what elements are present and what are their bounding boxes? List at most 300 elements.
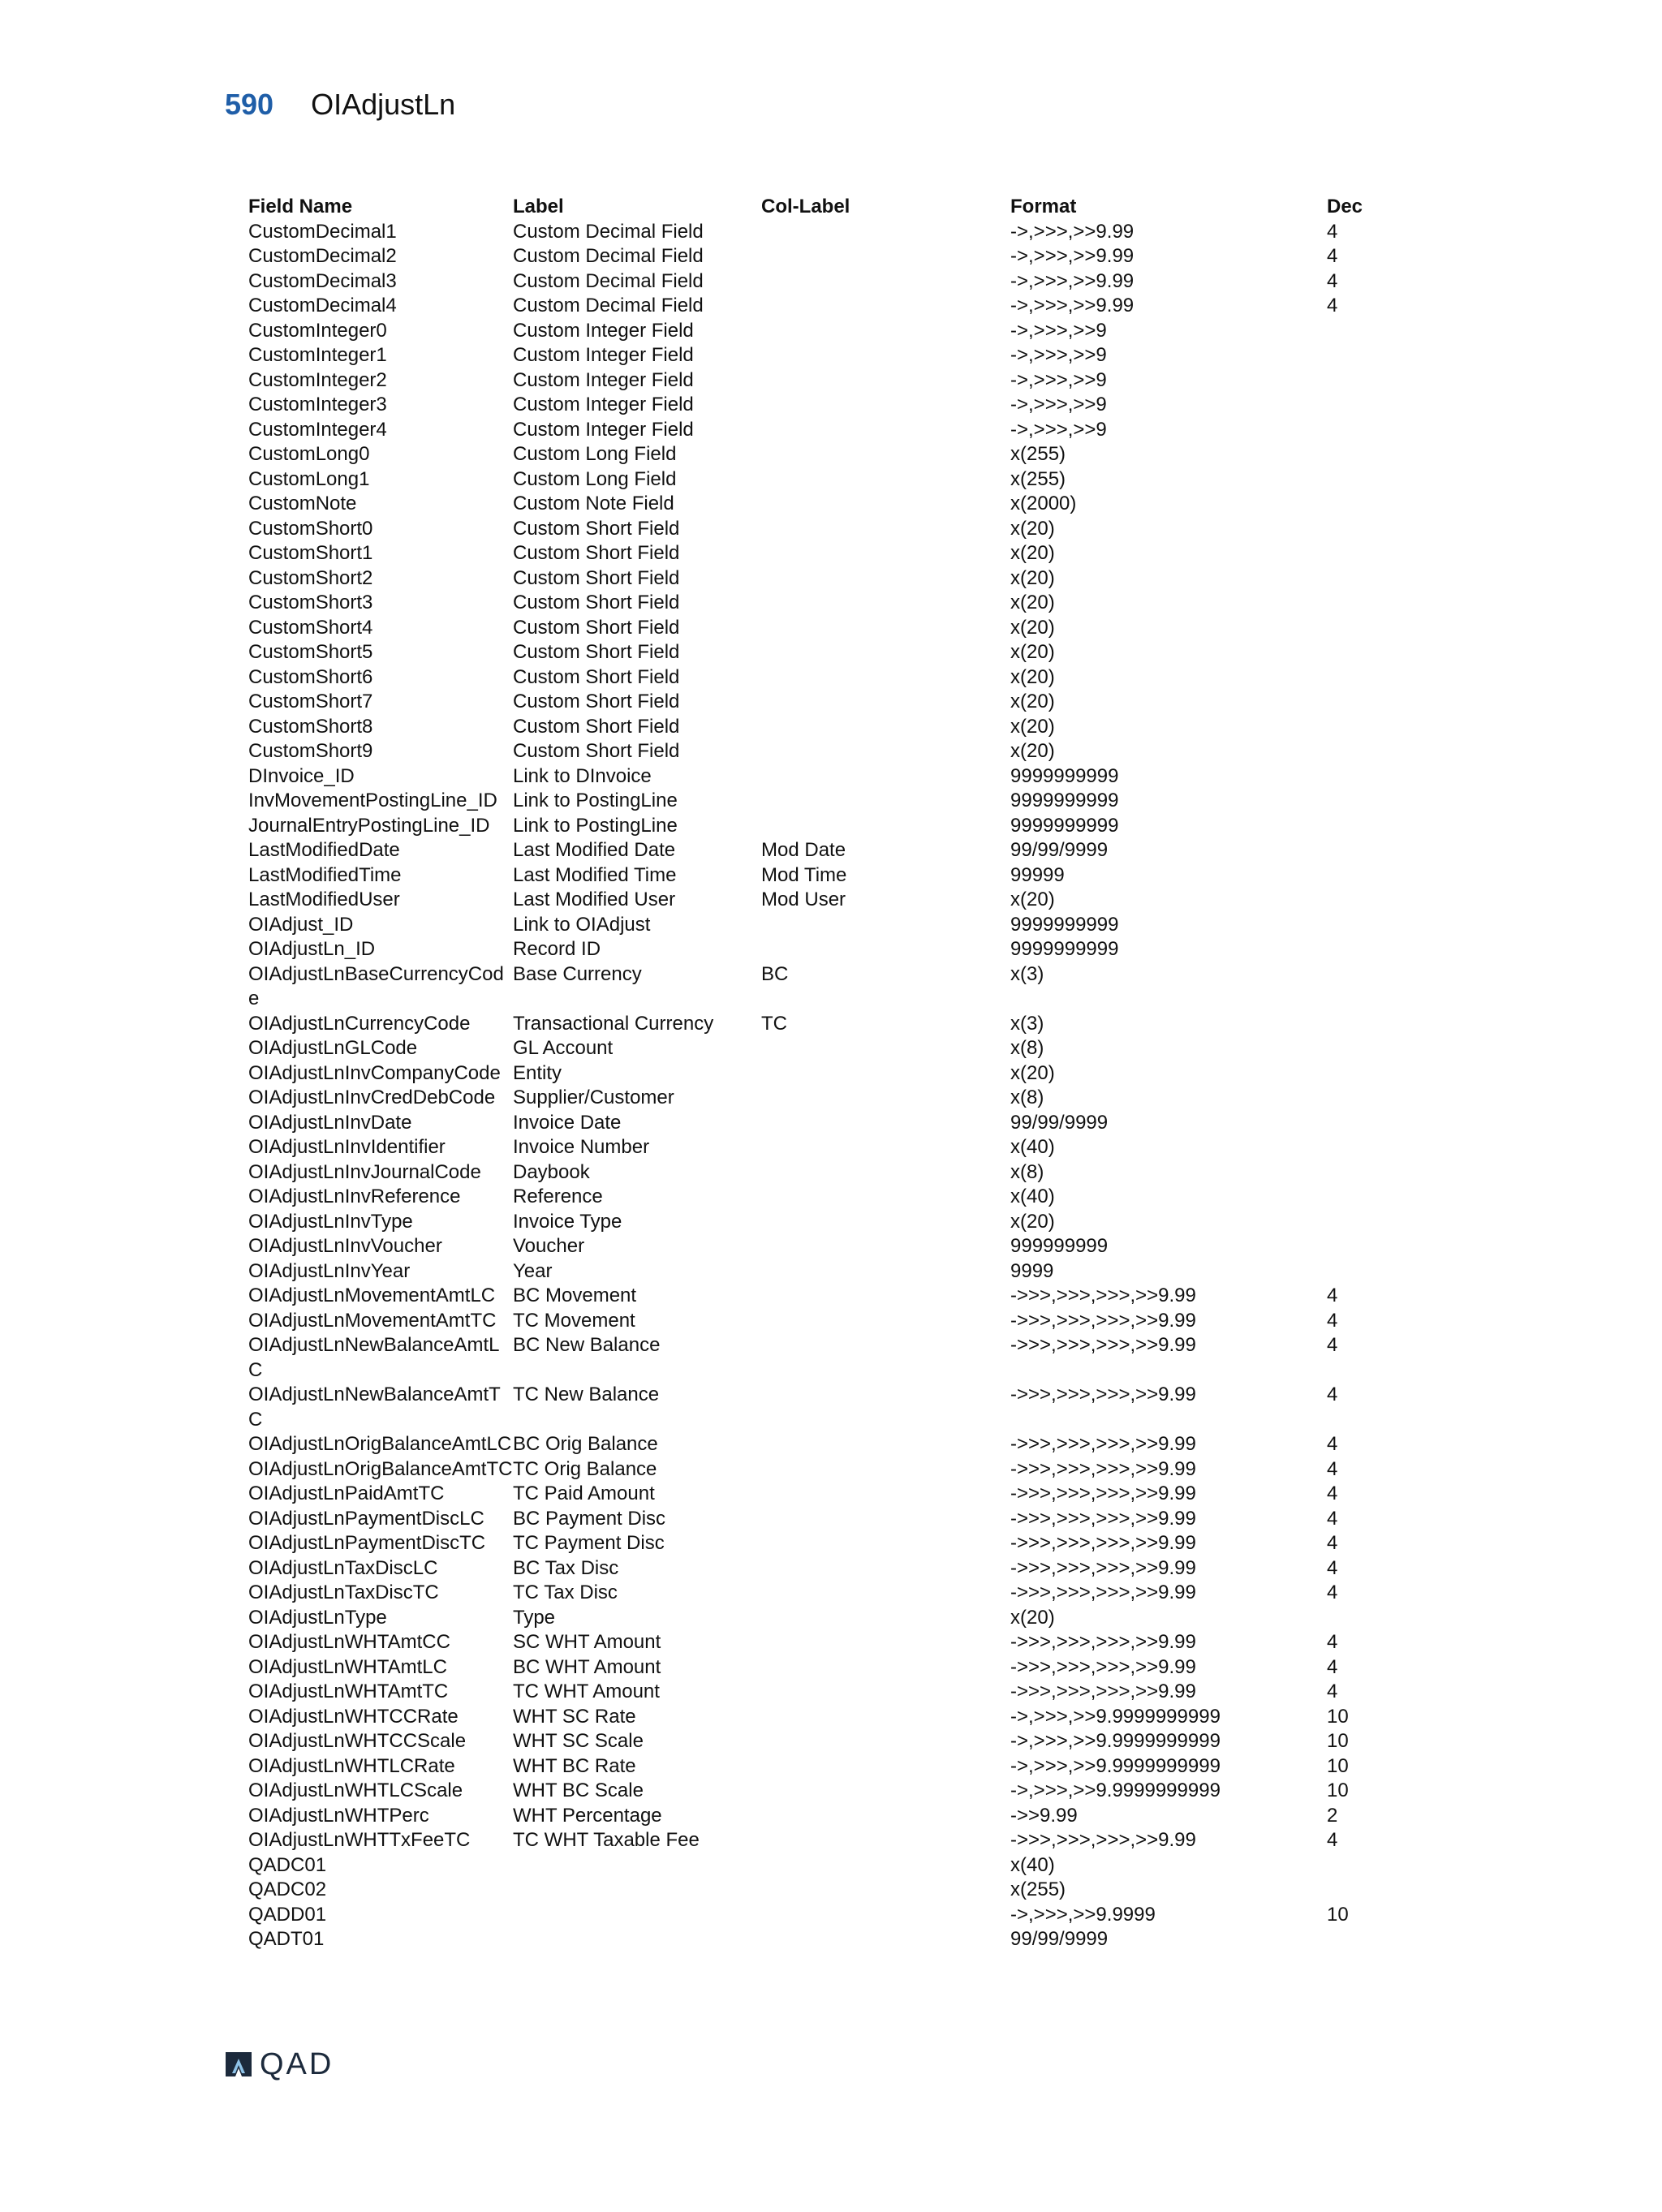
cell-label: SC WHT Amount <box>513 1631 661 1653</box>
cell-field-name: OIAdjustLnOrigBalanceAmtTC <box>248 1457 513 1480</box>
table-row <box>248 1086 1425 1111</box>
cell-format: ->>>,>>>,>>>,>>9.99 <box>1010 1433 1196 1455</box>
cell-field-name: CustomShort2 <box>248 566 373 589</box>
cell-dec: 4 <box>1327 1582 1338 1603</box>
cell-format: x(40) <box>1010 1186 1055 1207</box>
cell-label: TC Movement <box>513 1309 635 1332</box>
table-row <box>248 517 1425 542</box>
cell-label: Custom Short Field <box>513 715 680 738</box>
cell-format: x(20) <box>1010 715 1055 738</box>
cell-col-label <box>761 541 1010 566</box>
table-row <box>248 418 1425 443</box>
cell-label: Last Modified User <box>513 889 676 910</box>
cell-field-name: OIAdjustLnInvCredDebCode <box>248 1087 496 1108</box>
cell-field-name: OIAdjustLnPaidAmtTC <box>248 1483 445 1504</box>
cell-field-name: QADT01 <box>248 1928 325 1950</box>
table-row <box>248 294 1425 319</box>
cell-label: TC WHT Taxable Fee <box>513 1829 700 1851</box>
cell-format: x(40) <box>1010 1136 1055 1158</box>
cell-format: ->>>,>>>,>>>,>>9.99 <box>1010 1334 1196 1356</box>
cell-format: ->>>,>>>,>>>,>>9.99 <box>1010 1483 1196 1504</box>
cell-dec <box>1327 541 1425 566</box>
cell-format: 9999999999 <box>1010 938 1119 960</box>
cell-col-label <box>761 1754 1010 1779</box>
cell-col-label <box>761 517 1010 542</box>
cell-col-label <box>761 343 1010 368</box>
cell-label: Last Modified Time <box>513 863 677 886</box>
table-row <box>248 1383 1425 1432</box>
cell-field-name: OIAdjustLnBaseCurrencyCode <box>248 962 504 1009</box>
cell-field-name: OIAdjustLnInvVoucher <box>248 1235 442 1257</box>
cell-dec <box>1327 913 1425 938</box>
cell-dec <box>1327 1012 1425 1037</box>
cell-dec: 4 <box>1327 295 1338 316</box>
cell-dec: 4 <box>1327 1532 1338 1554</box>
cell-dec <box>1327 1878 1425 1903</box>
table-row <box>248 838 1425 863</box>
cell-format: ->>>,>>>,>>>,>>9.99 <box>1010 1384 1196 1405</box>
cell-label: Voucher <box>513 1235 585 1257</box>
cell-field-name: CustomShort8 <box>248 715 373 738</box>
cell-format: ->>>,>>>,>>>,>>9.99 <box>1010 1582 1196 1603</box>
cell-dec: 4 <box>1327 1655 1338 1678</box>
cell-format: x(20) <box>1010 889 1055 910</box>
table-row <box>248 1160 1425 1186</box>
table-row <box>248 1927 1425 1952</box>
cell-format: x(20) <box>1010 1606 1055 1629</box>
cell-format: 999999999 <box>1010 1235 1109 1257</box>
cell-format: x(20) <box>1010 592 1055 613</box>
cell-field-name: CustomShort1 <box>248 542 373 564</box>
cell-format: ->>>,>>>,>>>,>>9.99 <box>1010 1655 1196 1678</box>
cell-col-label <box>761 715 1010 740</box>
table-row <box>248 715 1425 740</box>
cell-col-label <box>761 269 1010 295</box>
cell-col-label <box>761 764 1010 790</box>
cell-label: Link to PostingLine <box>513 790 678 811</box>
column-header-col-label: Col-Label <box>761 196 850 217</box>
table-row <box>248 888 1425 913</box>
cell-field-name: OIAdjustLnOrigBalanceAmtLC <box>248 1433 512 1455</box>
cell-label: BC New Balance <box>513 1334 661 1356</box>
table-row <box>248 814 1425 839</box>
cell-field-name: CustomShort5 <box>248 641 373 663</box>
table-row <box>248 1754 1425 1779</box>
table-row <box>248 1185 1425 1210</box>
cell-label: Custom Integer Field <box>513 344 694 366</box>
cell-col-label <box>761 1432 1010 1457</box>
cell-dec: 4 <box>1327 245 1338 267</box>
cell-format: x(8) <box>1010 1037 1044 1059</box>
cell-label: Custom Short Field <box>513 542 680 564</box>
cell-format: x(20) <box>1010 740 1055 762</box>
cell-col-label <box>761 1927 1010 1952</box>
cell-dec: 4 <box>1327 1631 1338 1653</box>
cell-dec <box>1327 1185 1425 1210</box>
cell-col-label <box>761 566 1010 592</box>
cell-dec <box>1327 764 1425 790</box>
cell-col-label: Mod User <box>761 889 846 910</box>
qad-logo <box>222 2048 334 2081</box>
cell-format: 99/99/9999 <box>1010 1111 1109 1134</box>
table-row <box>248 368 1425 394</box>
table-row <box>248 1210 1425 1235</box>
table-row <box>248 269 1425 295</box>
table-row <box>248 962 1425 1012</box>
table-row <box>248 442 1425 467</box>
cell-col-label <box>761 319 1010 344</box>
cell-format: ->>>,>>>,>>>,>>9.99 <box>1010 1631 1196 1653</box>
cell-format: x(20) <box>1010 517 1055 540</box>
cell-col-label <box>761 294 1010 319</box>
cell-dec <box>1327 1259 1425 1285</box>
cell-format: ->,>>>,>>9 <box>1010 319 1107 342</box>
cell-field-name: QADC02 <box>248 1878 327 1900</box>
cell-label: Custom Long Field <box>513 467 677 490</box>
cell-col-label <box>761 467 1010 493</box>
cell-label: Custom Decimal Field <box>513 269 704 292</box>
cell-format: ->,>>>,>>9 <box>1010 394 1107 415</box>
cell-format: x(255) <box>1010 1878 1066 1900</box>
cell-dec <box>1327 640 1425 665</box>
cell-label: Supplier/Customer <box>513 1087 674 1108</box>
cell-label: WHT BC Scale <box>513 1779 644 1801</box>
cell-field-name: OIAdjustLnWHTAmtCC <box>248 1631 450 1653</box>
cell-col-label <box>761 1680 1010 1705</box>
cell-dec: 4 <box>1327 269 1338 292</box>
cell-format: x(20) <box>1010 542 1055 564</box>
table-row <box>248 1556 1425 1582</box>
cell-format: x(3) <box>1010 962 1044 985</box>
cell-field-name: CustomInteger2 <box>248 368 387 391</box>
cell-col-label: Mod Date <box>761 839 846 861</box>
cell-field-name: LastModifiedDate <box>248 839 400 861</box>
table-row <box>248 1655 1425 1681</box>
cell-label: TC Orig Balance <box>513 1457 657 1480</box>
cell-field-name: OIAdjustLnWHTCCScale <box>248 1730 467 1752</box>
cell-dec: 10 <box>1327 1779 1349 1801</box>
table-row <box>248 1630 1425 1655</box>
cell-field-name: OIAdjustLnCurrencyCode <box>248 1012 471 1035</box>
cell-field-name: CustomInteger1 <box>248 344 387 366</box>
cell-dec: 10 <box>1327 1903 1349 1926</box>
cell-field-name: InvMovementPostingLine_ID <box>248 790 497 811</box>
cell-format: ->,>>>,>>9 <box>1010 368 1107 391</box>
cell-field-name: CustomLong0 <box>248 443 370 465</box>
cell-format: ->>>,>>>,>>>,>>9.99 <box>1010 1457 1196 1480</box>
table-row <box>248 1457 1425 1483</box>
cell-field-name: OIAdjustLnInvYear <box>248 1259 411 1282</box>
cell-dec <box>1327 962 1425 1012</box>
cell-label: Year <box>513 1259 553 1282</box>
cell-label: Invoice Number <box>513 1136 650 1158</box>
table-row <box>248 319 1425 344</box>
cell-dec <box>1327 690 1425 715</box>
cell-dec <box>1327 1234 1425 1259</box>
cell-format: ->,>>>,>>9.9999999999 <box>1010 1779 1221 1801</box>
cell-field-name: CustomShort9 <box>248 740 373 762</box>
cell-label: BC Tax Disc <box>513 1556 619 1579</box>
table-row <box>248 1507 1425 1532</box>
cell-format: 99999 <box>1010 863 1065 886</box>
cell-label: Transactional Currency <box>513 1012 714 1035</box>
table-row <box>248 244 1425 269</box>
cell-field-name: CustomShort6 <box>248 665 373 688</box>
cell-dec <box>1327 1111 1425 1136</box>
table-row <box>248 1606 1425 1631</box>
table-row <box>248 1680 1425 1705</box>
table-row <box>248 1284 1425 1309</box>
cell-label: WHT SC Rate <box>513 1705 636 1728</box>
cell-label: Custom Decimal Field <box>513 245 704 267</box>
cell-col-label <box>761 1259 1010 1285</box>
cell-field-name: OIAdjustLnWHTAmtTC <box>248 1681 449 1702</box>
cell-dec: 4 <box>1327 1829 1338 1851</box>
cell-field-name: OIAdjustLn_ID <box>248 938 376 960</box>
cell-dec: 4 <box>1327 1285 1338 1306</box>
table-body <box>248 220 1425 1952</box>
cell-col-label <box>761 1630 1010 1655</box>
cell-label: Record ID <box>513 938 601 960</box>
cell-dec: 4 <box>1327 220 1338 243</box>
cell-label: Invoice Date <box>513 1111 622 1134</box>
cell-format: ->>>,>>>,>>>,>>9.99 <box>1010 1285 1196 1306</box>
cell-col-label <box>761 1234 1010 1259</box>
cell-format: 9999999999 <box>1010 814 1119 837</box>
cell-col-label <box>761 616 1010 641</box>
cell-field-name: CustomLong1 <box>248 467 370 490</box>
cell-dec <box>1327 368 1425 394</box>
table-row <box>248 393 1425 418</box>
cell-label: Link to OIAdjust <box>513 913 651 936</box>
cell-field-name: CustomShort3 <box>248 592 373 613</box>
cell-field-name: OIAdjustLnNewBalanceAmtLC <box>248 1334 500 1381</box>
cell-col-label <box>761 1135 1010 1160</box>
cell-field-name: CustomShort4 <box>248 616 373 639</box>
cell-field-name: OIAdjustLnInvType <box>248 1210 413 1233</box>
cell-dec: 10 <box>1327 1705 1349 1728</box>
column-header-field-name: Field Name <box>248 196 353 217</box>
cell-field-name: OIAdjustLnWHTLCScale <box>248 1779 463 1801</box>
cell-format: ->,>>>,>>9.9999 <box>1010 1903 1156 1926</box>
cell-field-name: OIAdjustLnMovementAmtTC <box>248 1309 497 1332</box>
cell-format: ->>>,>>>,>>>,>>9.99 <box>1010 1532 1196 1554</box>
cell-field-name: QADC01 <box>248 1853 327 1876</box>
cell-label <box>513 1853 761 1878</box>
cell-format: ->,>>>,>>9 <box>1010 344 1107 366</box>
cell-col-label <box>761 1779 1010 1804</box>
cell-field-name: OIAdjustLnInvCompanyCode <box>248 1061 501 1084</box>
cell-col-label <box>761 1061 1010 1087</box>
cell-label: Custom Long Field <box>513 443 677 465</box>
cell-label: Custom Short Field <box>513 616 680 639</box>
cell-col-label <box>761 640 1010 665</box>
cell-dec <box>1327 566 1425 592</box>
cell-dec <box>1327 888 1425 913</box>
cell-col-label <box>761 418 1010 443</box>
table-row <box>248 467 1425 493</box>
cell-format: x(255) <box>1010 443 1066 465</box>
cell-dec: 10 <box>1327 1754 1349 1777</box>
cell-format: x(3) <box>1010 1012 1044 1035</box>
cell-format: 99/99/9999 <box>1010 1928 1109 1950</box>
cell-field-name: OIAdjustLnInvReference <box>248 1186 461 1207</box>
table-row <box>248 1828 1425 1853</box>
cell-col-label <box>761 690 1010 715</box>
table-row <box>248 764 1425 790</box>
cell-field-name: OIAdjustLnType <box>248 1606 387 1629</box>
table-row <box>248 1061 1425 1087</box>
cell-label: Entity <box>513 1061 562 1084</box>
cell-format: x(20) <box>1010 1061 1055 1084</box>
cell-field-name: LastModifiedTime <box>248 863 402 886</box>
table-row <box>248 690 1425 715</box>
cell-label: TC New Balance <box>513 1384 660 1405</box>
cell-col-label <box>761 1333 1010 1383</box>
column-header-label: Label <box>513 196 564 217</box>
cell-label: BC Orig Balance <box>513 1433 658 1455</box>
cell-label: BC WHT Amount <box>513 1655 661 1678</box>
cell-col-label <box>761 1111 1010 1136</box>
cell-dec: 4 <box>1327 1507 1338 1530</box>
cell-format: ->,>>>,>>9.9999999999 <box>1010 1705 1221 1728</box>
table-row <box>248 343 1425 368</box>
cell-format: x(20) <box>1010 566 1055 589</box>
cell-label: Custom Note Field <box>513 493 674 514</box>
cell-label: Link to DInvoice <box>513 764 652 787</box>
cell-field-name: OIAdjustLnPaymentDiscLC <box>248 1507 484 1530</box>
cell-label: WHT SC Scale <box>513 1730 644 1752</box>
cell-label: Custom Short Field <box>513 740 680 762</box>
table-row <box>248 1804 1425 1829</box>
cell-label: Custom Decimal Field <box>513 220 704 243</box>
cell-field-name: DInvoice_ID <box>248 764 355 787</box>
table-row <box>248 591 1425 616</box>
cell-dec <box>1327 1160 1425 1186</box>
table-row <box>248 1111 1425 1136</box>
cell-col-label <box>761 913 1010 938</box>
cell-field-name: CustomDecimal2 <box>248 245 397 267</box>
cell-col-label <box>761 368 1010 394</box>
cell-col-label <box>761 220 1010 245</box>
table-row <box>248 1903 1425 1928</box>
cell-dec: 4 <box>1327 1483 1338 1504</box>
cell-label: Custom Integer Field <box>513 418 694 441</box>
cell-dec: 2 <box>1327 1804 1338 1827</box>
table-row <box>248 1333 1425 1383</box>
cell-label <box>513 1878 761 1903</box>
cell-dec <box>1327 1927 1425 1952</box>
table-row <box>248 1705 1425 1730</box>
cell-label: TC WHT Amount <box>513 1681 660 1702</box>
cell-col-label <box>761 591 1010 616</box>
cell-label: GL Account <box>513 1037 614 1059</box>
cell-col-label <box>761 1457 1010 1483</box>
cell-format: 9999 <box>1010 1259 1054 1282</box>
cell-col-label <box>761 1185 1010 1210</box>
cell-dec <box>1327 1086 1425 1111</box>
cell-field-name: JournalEntryPostingLine_ID <box>248 814 490 837</box>
cell-col-label <box>761 1606 1010 1631</box>
table-row <box>248 739 1425 764</box>
cell-col-label <box>761 1383 1010 1432</box>
cell-dec <box>1327 1210 1425 1235</box>
cell-field-name: CustomInteger0 <box>248 319 387 342</box>
cell-dec <box>1327 492 1425 517</box>
table-row <box>248 541 1425 566</box>
cell-label: Reference <box>513 1186 603 1207</box>
cell-field-name: OIAdjustLnTaxDiscTC <box>248 1582 439 1603</box>
cell-field-name: OIAdjustLnPaymentDiscTC <box>248 1532 486 1554</box>
cell-col-label: TC <box>761 1012 787 1035</box>
table-row <box>248 1581 1425 1606</box>
cell-label: Custom Integer Field <box>513 368 694 391</box>
cell-dec <box>1327 863 1425 889</box>
cell-col-label <box>761 1036 1010 1061</box>
cell-field-name: OIAdjust_ID <box>248 913 354 936</box>
cell-label: TC Paid Amount <box>513 1483 655 1504</box>
cell-col-label <box>761 442 1010 467</box>
cell-label: Base Currency <box>513 962 642 985</box>
cell-dec <box>1327 343 1425 368</box>
cell-format: ->>>,>>>,>>>,>>9.99 <box>1010 1681 1196 1702</box>
cell-dec <box>1327 838 1425 863</box>
cell-format: x(20) <box>1010 616 1055 639</box>
cell-format: x(20) <box>1010 691 1055 712</box>
cell-dec: 10 <box>1327 1730 1349 1752</box>
cell-format: ->,>>>,>>9.9999999999 <box>1010 1730 1221 1752</box>
cell-format: x(8) <box>1010 1087 1044 1108</box>
cell-col-label <box>761 1853 1010 1878</box>
cell-field-name: OIAdjustLnWHTAmtLC <box>248 1655 447 1678</box>
cell-format: ->>>,>>>,>>>,>>9.99 <box>1010 1309 1196 1332</box>
cell-format: x(20) <box>1010 641 1055 663</box>
cell-dec <box>1327 739 1425 764</box>
cell-dec <box>1327 1606 1425 1631</box>
cell-dec <box>1327 591 1425 616</box>
cell-dec <box>1327 616 1425 641</box>
table-header <box>248 193 1425 220</box>
cell-col-label <box>761 739 1010 764</box>
cell-col-label <box>761 814 1010 839</box>
cell-col-label <box>761 1507 1010 1532</box>
table-row <box>248 1729 1425 1754</box>
cell-col-label <box>761 244 1010 269</box>
cell-dec <box>1327 319 1425 344</box>
cell-field-name: OIAdjustLnTaxDiscLC <box>248 1556 438 1579</box>
qad-logo-icon <box>222 2051 255 2078</box>
cell-format: x(8) <box>1010 1160 1044 1183</box>
cell-dec <box>1327 937 1425 962</box>
cell-format: 99/99/9999 <box>1010 839 1109 861</box>
cell-label: Type <box>513 1606 556 1629</box>
cell-col-label <box>761 1804 1010 1829</box>
cell-dec: 4 <box>1327 1681 1338 1702</box>
cell-col-label <box>761 789 1010 814</box>
cell-field-name: CustomDecimal1 <box>248 220 397 243</box>
cell-col-label <box>761 1903 1010 1928</box>
cell-dec <box>1327 1135 1425 1160</box>
table-row <box>248 1432 1425 1457</box>
table-row <box>248 1482 1425 1507</box>
cell-col-label <box>761 1531 1010 1556</box>
table-row <box>248 665 1425 691</box>
cell-dec <box>1327 517 1425 542</box>
cell-format: ->,>>>,>>9.99 <box>1010 245 1135 267</box>
cell-col-label <box>761 1655 1010 1681</box>
cell-col-label <box>761 665 1010 691</box>
cell-format: ->,>>>,>>9.9999999999 <box>1010 1754 1221 1777</box>
